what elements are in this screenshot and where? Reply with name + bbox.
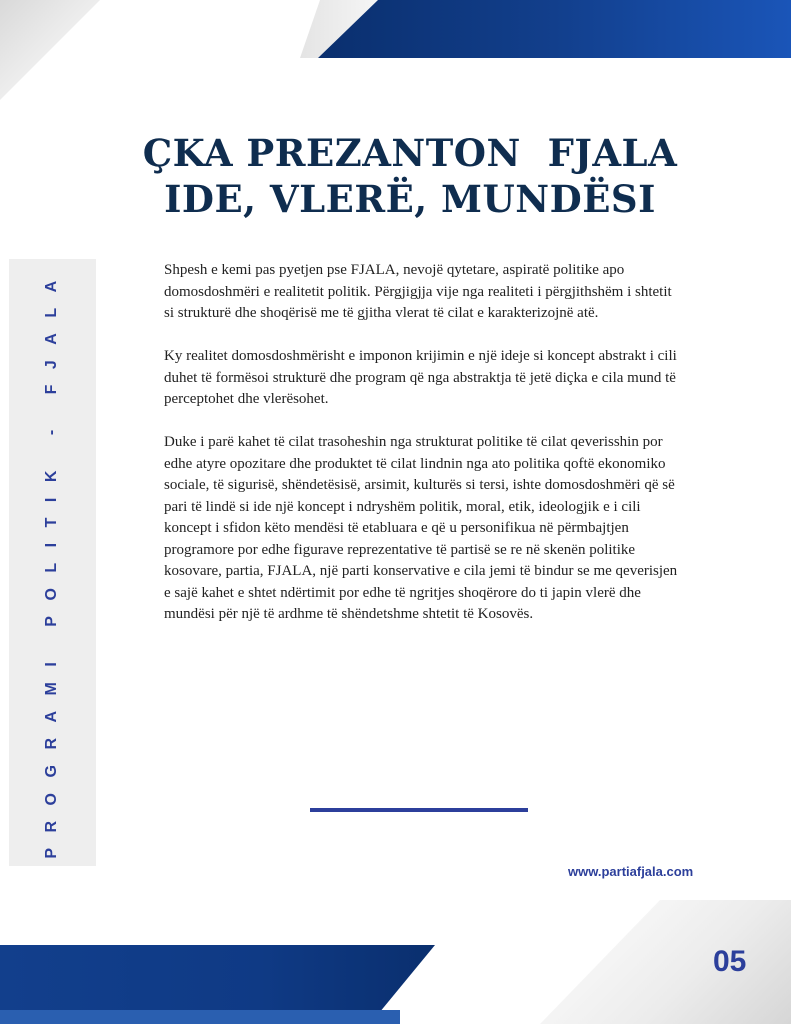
page-number: 05 xyxy=(713,945,747,978)
sidebar-vertical-label: PROGRAMI POLITIK - FJALA xyxy=(43,265,60,859)
paragraph-3: Duke i parë kahet të cilat trasoheshin nga strukturat politike të cilat qeverisshin por edhe atyre opozitare dhe produktet të cilat lindnin nga ato politika qoftë ekonomiko sociale, të sigurisë, shëndetësisë, arsimit, kulturës si tersi, ishte domosdoshmëri që së pari të lindë si ide një koncept i ndryshëm politik, moral, etik, ideologjik e i cili koncept i sfidon këto mendësi të etabluara e që u personifikua në përmbajtjen programore por edhe figurave reprezentative të partisë se re në skenën politike kosovare, partia, FJALA, një parti konservative e cila jemi të bindur se me qeverisjen e sajë kahet e shtet ndërtimit por edhe të ngritjes shoqërore do ti japin vlerë dhe mundësi për një të ardhme të shëndetshme shtetit të Kosovës. xyxy=(164,434,678,622)
page-title-line-1: ÇKA PREZANTON FJALA xyxy=(142,131,678,175)
decorative-banner-top-blue xyxy=(318,0,791,58)
page-title-line-2: IDE, VLERË, MUNDËSI xyxy=(164,177,656,221)
paragraph-2: Ky realitet domosdoshmërisht e imponon krijimin e një ideje si koncept abstrakt i cili duhet të formësoi strukturë dhe program që nga abstraktja të jetë diçka e cila mund të perceptohet dhe vlerësohet. xyxy=(164,348,677,407)
page-title xyxy=(80,130,740,222)
section-divider xyxy=(310,808,528,812)
decorative-corner-top-left xyxy=(0,0,110,110)
body-text xyxy=(164,260,678,647)
website-link[interactable]: www.partiafjala.com xyxy=(568,864,694,879)
decorative-corner-bottom-right xyxy=(540,900,791,1024)
paragraph-1: Shpesh e kemi pas pyetjen pse FJALA, nevojë qytetare, aspiratë politike apo domosdoshmëri e realitetit politik. Përgjigjja vije nga realiteti i përgjithshëm i shtetit si strukturë dhe shoqërisë me të gjitha vlerat të cilat e karakterizojnë atë. xyxy=(164,262,672,321)
decorative-band-bottom xyxy=(0,1010,400,1024)
